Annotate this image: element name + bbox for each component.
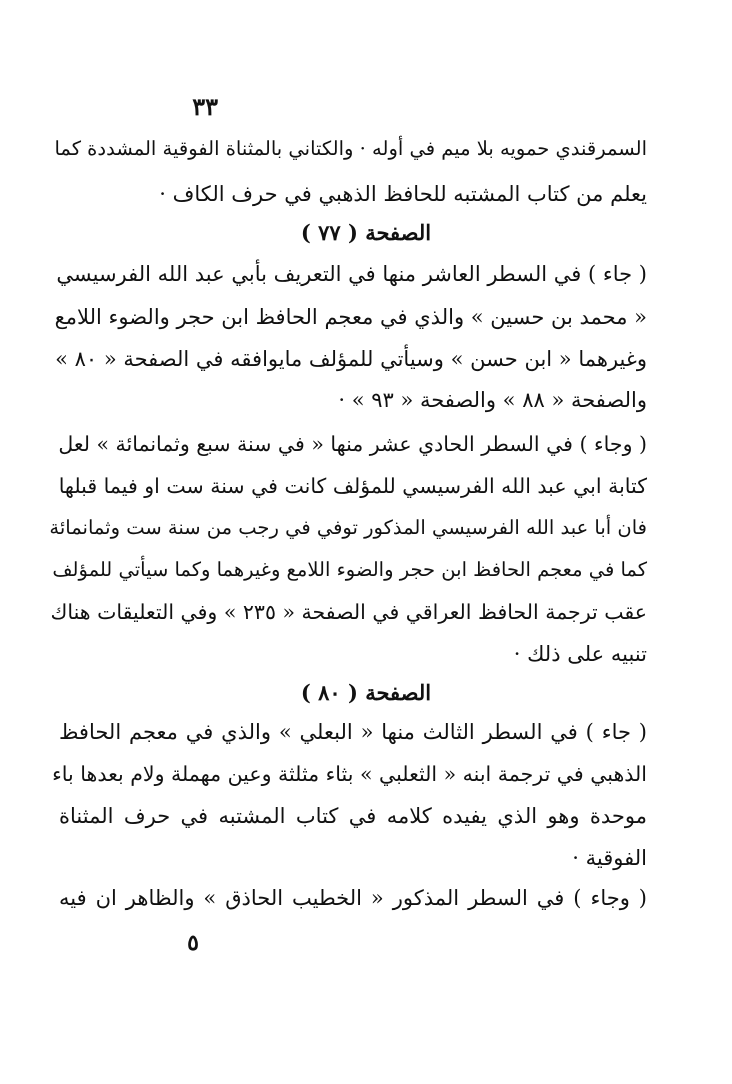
text-line: فان أبا عبد الله الفرسيسي المذكور توفي في رجب من سنة ست وثمانمائة	[49, 516, 647, 539]
text-line: وغيرهما « ابن حسن » وسيأتي للمؤلف مايوافقه في الصفحة « ٨٠ »	[55, 347, 647, 371]
text-line: موحدة وهو الذي يفيده كلامه في كتاب المشتبه في حرف المثناة	[59, 804, 647, 828]
page-number: ٣٣	[192, 92, 218, 121]
text-line: عقب ترجمة الحافظ العراقي في الصفحة « ٢٣٥ » وفي التعليقات هناك	[50, 600, 647, 624]
text-line: يعلم من كتاب المشتبه للحافظ الذهبي في حرف الكاف ·	[159, 182, 647, 206]
text-line: تنبيه على ذلك ·	[513, 642, 647, 666]
text-line: كما في معجم الحافظ ابن حجر والضوء اللامع وغيرهما وكما سيأتي للمؤلف	[52, 558, 647, 581]
text-line: كتابة ابي عبد الله الفرسيسي للمؤلف كانت في سنة ست او فيما قبلها	[58, 474, 647, 498]
text-line: ( وجاء ) في السطر الحادي عشر منها « في سنة سبع وثمانمائة » لعل	[58, 432, 647, 456]
section-heading-77: الصفحة ( ٧٧ )	[300, 220, 432, 245]
text-line: ( وجاء ) في السطر المذكور « الخطيب الحاذق » والظاهر ان فيه	[59, 886, 647, 910]
text-line: الذهبي في ترجمة ابنه « الثعلبي » بثاء مثلثة وعين مهملة ولام بعدها باء	[52, 762, 647, 786]
section-heading-80: الصفحة ( ٨٠ )	[300, 680, 432, 705]
text-line: ( جاء ) في السطر العاشر منها في التعريف بأبي عبد الله الفرسيسي	[56, 262, 647, 286]
text-line: الفوقية ·	[572, 846, 647, 870]
signature-mark: ٥	[187, 930, 199, 956]
text-line: السمرقندي حمويه بلا ميم في أوله · والكتاني بالمثناة الفوقية المشددة كما	[54, 137, 647, 160]
text-line: ( جاء ) في السطر الثالث منها « البعلي » والذي في معجم الحافظ	[59, 720, 647, 744]
text-line: والصفحة « ٨٨ » والصفحة « ٩٣ » ·	[338, 388, 647, 412]
text-line: « محمد بن حسين » والذي في معجم الحافظ ابن حجر والضوء اللامع	[54, 305, 647, 329]
